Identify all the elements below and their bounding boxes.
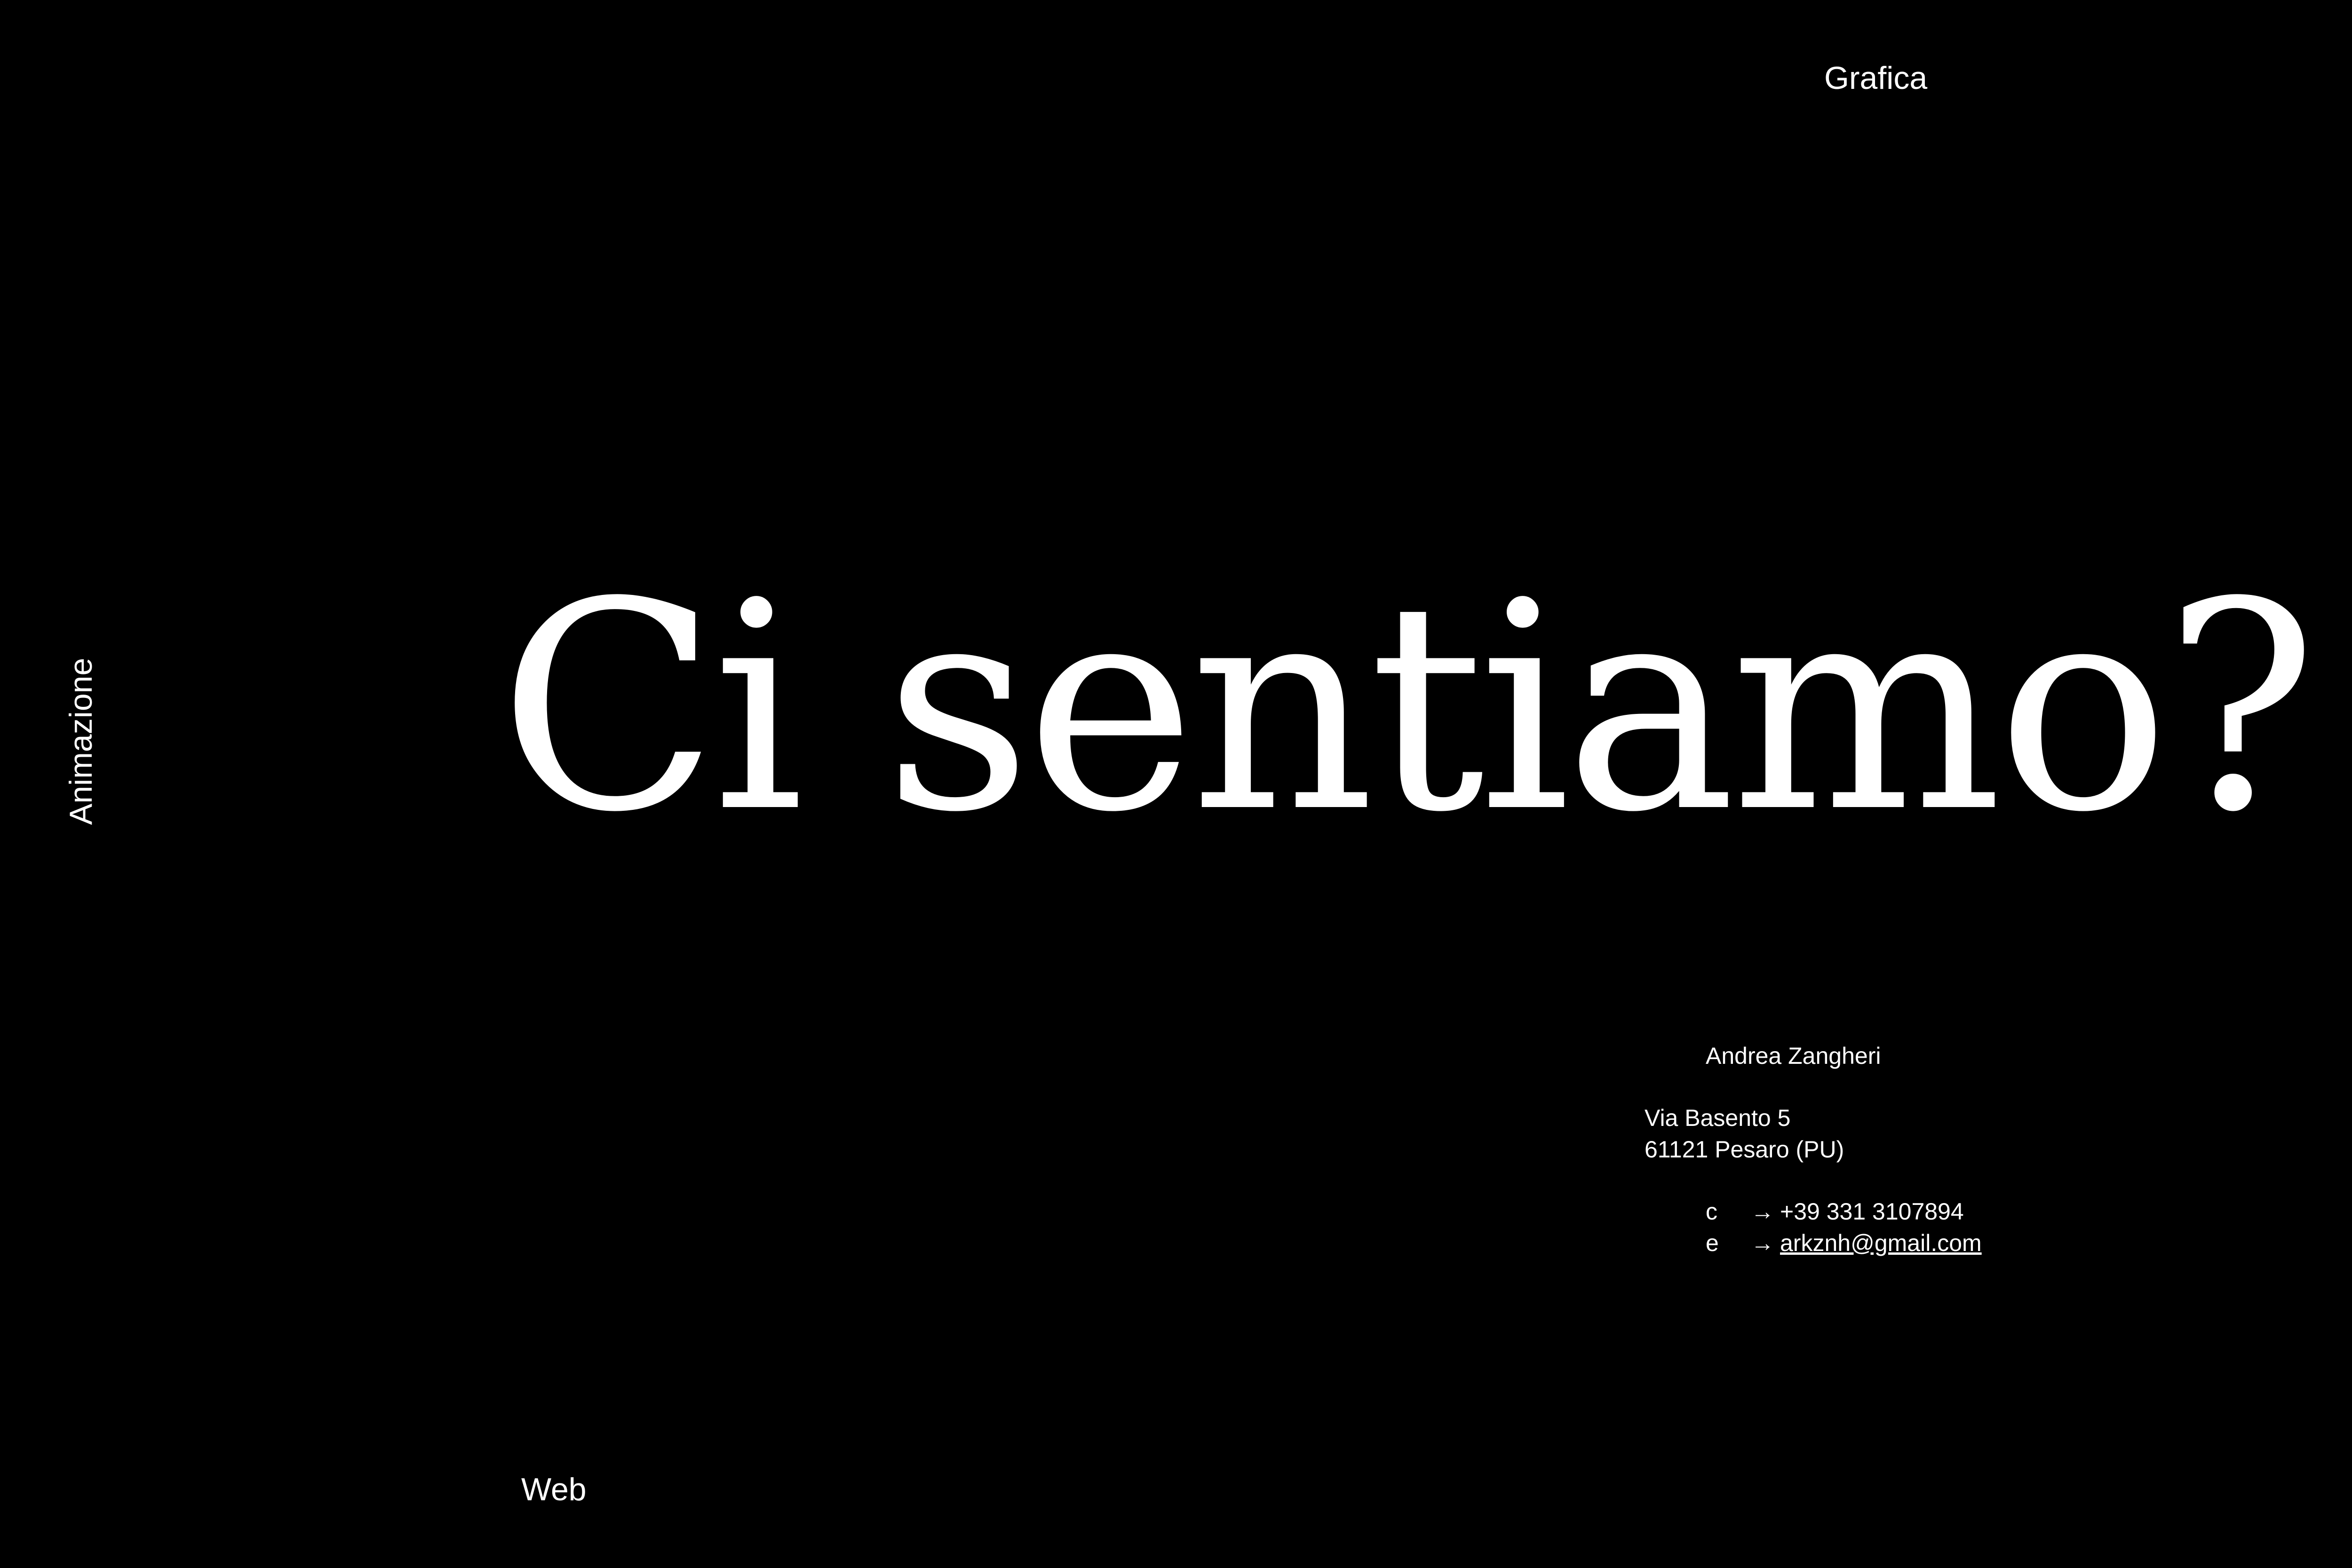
contact-email-row <box>1645 1227 1982 1259</box>
nav-link-grafica[interactable]: Grafica <box>1824 60 1928 96</box>
contact-phone-row <box>1645 1196 1982 1227</box>
email-key-label: e <box>1706 1230 1719 1256</box>
phone-key-label: c <box>1706 1198 1717 1225</box>
contact-block <box>1645 1040 1982 1259</box>
nav-link-animazione[interactable]: Animazione <box>63 657 99 825</box>
address-line-street: Via Basento 5 <box>1645 1105 1791 1131</box>
nav-link-web[interactable]: Web <box>521 1472 587 1507</box>
email-link[interactable]: arkznh@gmail.com <box>1780 1230 1982 1256</box>
contact-address <box>1645 1102 1982 1165</box>
phone-number[interactable]: +39 331 3107894 <box>1780 1198 1964 1225</box>
page-headline: Ci sentiamo? <box>499 541 2312 875</box>
arrow-right-icon: → <box>1751 1198 1774 1225</box>
arrow-right-icon: → <box>1751 1230 1774 1256</box>
contact-name: Andrea Zangheri <box>1706 1043 1881 1069</box>
address-line-city: 61121 Pesaro (PU) <box>1645 1136 1844 1163</box>
